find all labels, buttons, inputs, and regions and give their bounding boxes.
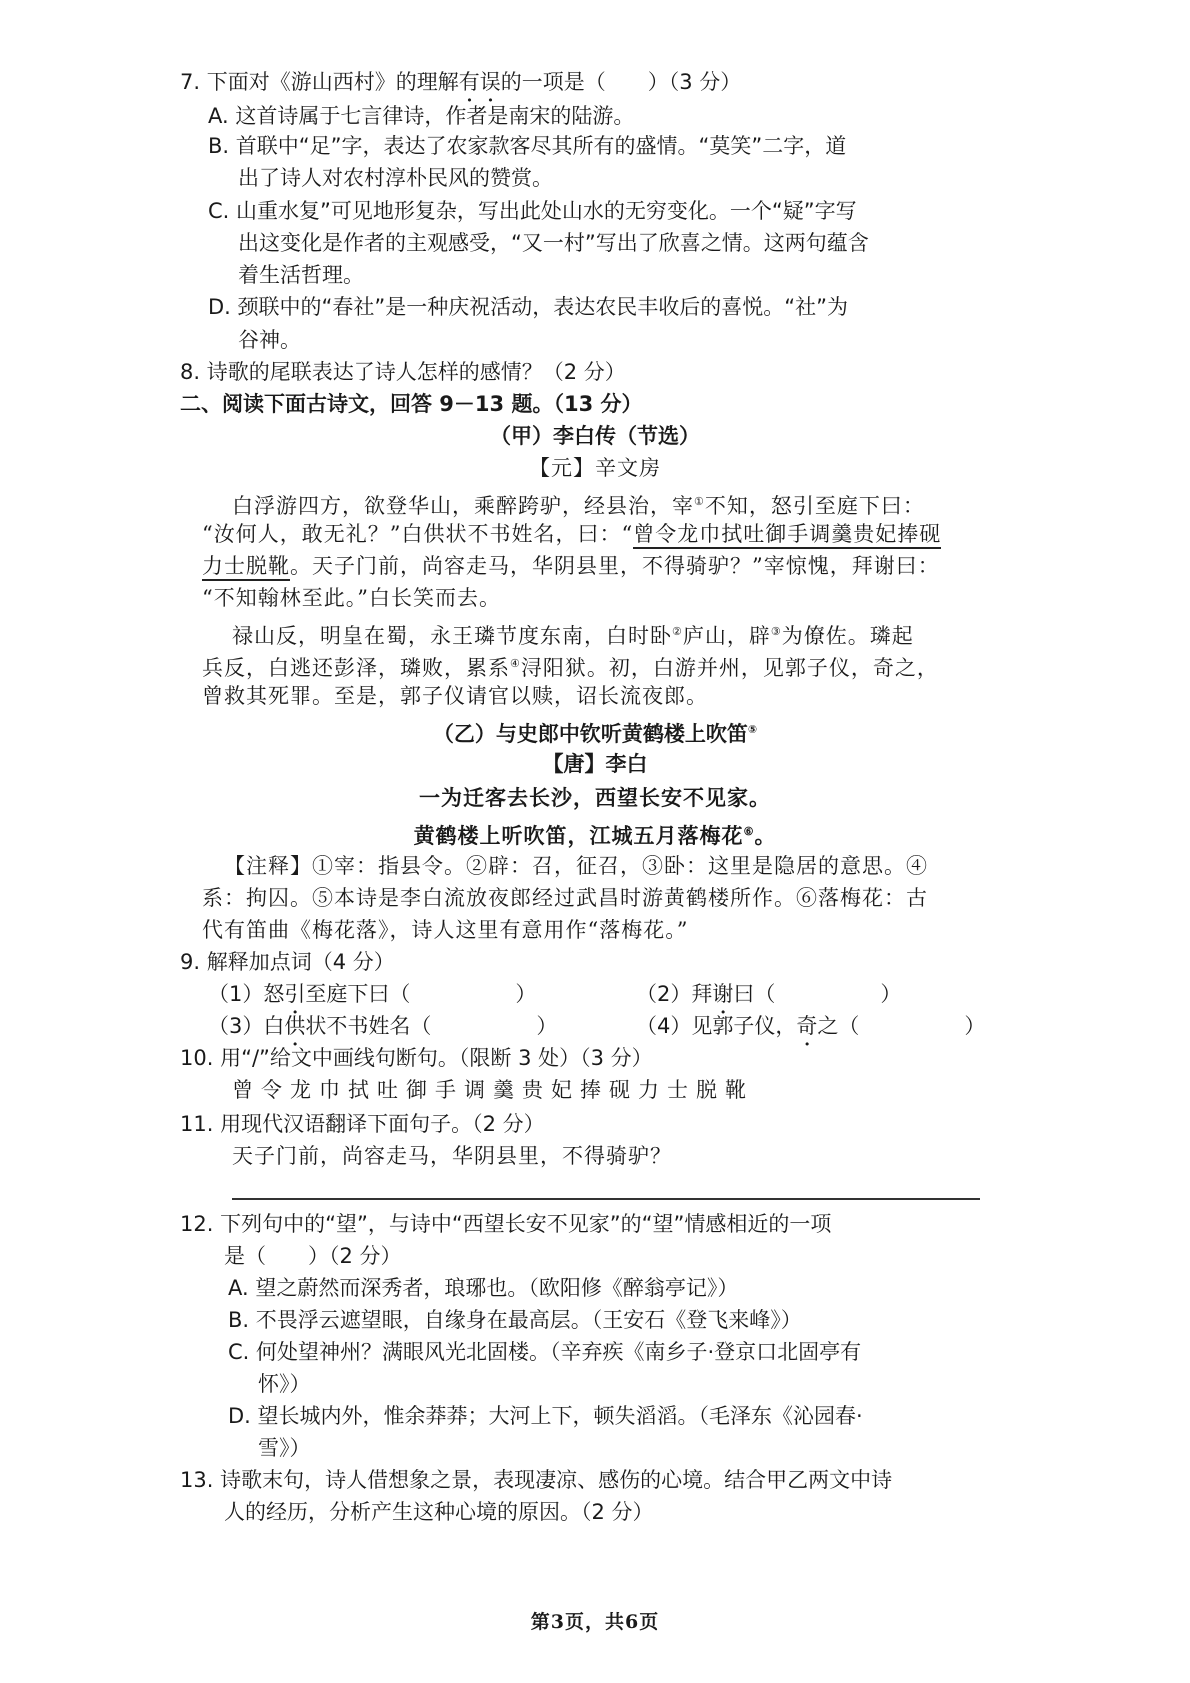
note-ref-4: ④ [510, 657, 521, 670]
page-number: 第3页，共6页 [530, 1611, 660, 1633]
q7-stem-text: 7. 下面对《游山西村》的理解 [180, 70, 459, 94]
text-jia-p2-line1-a: 禄山反，明皇在蜀，永王璘节度东南，白时卧 [232, 624, 672, 648]
q7-emphasis-word: 有误 [458, 70, 501, 94]
q7-option-b-line2: 出了诗人对农村淳朴民风的赞赏。 [238, 166, 553, 190]
q9-item-1-pre: （1）怒 [208, 982, 285, 1006]
poem-line-1: 一为迁客去长沙，西望长安不见家。 [419, 785, 771, 810]
q12-option-c-line2: 怀》） [258, 1372, 311, 1396]
q9-item-3-emphasis: 供 [284, 1014, 306, 1038]
q7-option-d-line2: 谷神。 [238, 328, 301, 352]
text-yi-author: 【唐】李白 [542, 752, 648, 776]
poem-line-2-end: 。 [754, 823, 777, 848]
notes-line2: 系：拘囚。⑤本诗是李白流放夜郎经过武昌时游黄鹤楼所作。⑥落梅花：古 [202, 886, 928, 910]
text-jia-p2-line2 [202, 650, 939, 682]
q11-stem: 11. 用现代汉语翻译下面句子。（2 分） [180, 1112, 545, 1136]
q13-stem-line1: 13. 诗歌末句，诗人借想象之景，表现凄凉、感伤的心境。结合甲乙两文中诗 [180, 1468, 893, 1492]
text-jia-title: （甲）李白传（节选） [490, 424, 700, 448]
q9-item-2-blank: 曰（ ） [733, 982, 902, 1006]
q12-option-a: A. 望之蔚然而深秀者，琅琊也。（欧阳修《醉翁亭记》） [228, 1276, 739, 1300]
q11-sentence: 天子门前，尚容走马，华阴县里，不得骑驴？ [232, 1144, 672, 1168]
text-jia-author: 【元】辛文房 [529, 456, 661, 480]
q9-item-4 [636, 1012, 985, 1051]
q7-stem-score: 的一项是（ ）（3 分） [500, 70, 742, 94]
q9-item-3-pre: （3）白 [208, 1014, 285, 1038]
note-ref-6: ⑥ [743, 825, 755, 838]
q9-item-2-emphasis: 谢 [712, 982, 734, 1006]
text-yi-title [0, 716, 1190, 748]
note-ref-5: ⑤ [747, 723, 758, 736]
q12-option-d-line2: 雪》） [258, 1436, 311, 1460]
text-jia-p2-line1-c: 为僚佐。璘起 [781, 624, 914, 648]
q8-stem: 8. 诗歌的尾联表达了诗人怎样的感情？（2 分） [180, 360, 626, 384]
q12-option-b: B. 不畏浮云遮望眼，自缘身在最高层。（王安石《登飞来峰》） [228, 1308, 802, 1332]
text-jia-p2-line2-b: 浔阳狱。初，白游并州，见郭子仪，奇之， [520, 656, 939, 680]
q9-item-1-blank: 至庭下曰（ ） [305, 982, 537, 1006]
text-jia-p1-line1-a: 白浮游四方，欲登华山，乘醉跨驴，经县治，宰 [232, 494, 694, 518]
text-jia-p1-line2-a: “汝何人，敢无礼？”白供状不书姓名，曰：“ [202, 522, 634, 546]
q9-item-3-blank: 状不书姓名（ ） [305, 1014, 558, 1038]
text-jia-p1-line3-b: 。天子门前，尚容走马，华阴县里，不得骑驴？”宰惊愧，拜谢曰： [290, 554, 940, 578]
text-jia-p1-line1 [232, 488, 925, 520]
q9-item-1-emphasis: 引 [284, 982, 306, 1006]
q12-option-c-line1: C. 何处望神州？满眼风光北固楼。（辛弃疾《南乡子·登京口北固亭有 [228, 1340, 862, 1364]
q10-sentence: 曾令龙巾拭吐御手调羹贵妃捧砚力士脱靴 [232, 1078, 754, 1102]
text-jia-p2-line1 [232, 618, 914, 650]
text-jia-p2-line1-b: 庐山，辟 [682, 624, 771, 648]
notes-line1: 【注释】①宰：指县令。②辟：召，征召，③卧：这里是隐居的意思。④ [224, 854, 928, 878]
q7-option-c-line1: C. 山重水复”可见地形复杂，写出此处山水的无穷变化。一个“疑”字写 [208, 199, 857, 223]
poem-line-2-text: 黄鹤楼上听吹笛，江城五月落梅花 [413, 823, 744, 848]
text-jia-p1-line2 [202, 520, 941, 548]
poem-line-2 [0, 818, 1190, 850]
text-jia-p2-line3: 曾救其死罪。至是，郭子仪请官以赎，诏长流夜郎。 [202, 684, 708, 708]
q7-option-a: A. 这首诗属于七言律诗，作者是南宋的陆游。 [208, 104, 635, 128]
q9-item-4-pre: （4）见郭子仪， [636, 1014, 797, 1038]
text-jia-p2-line2-a: 兵反，白逃还彭泽，璘败，累系 [202, 656, 510, 680]
text-jia-p1-line4: “不知翰林至此。”白长笑而去。 [202, 586, 501, 610]
q10-stem: 10. 用“/”给文中画线句断句。（限断 3 处）（3 分） [180, 1046, 653, 1070]
answer-line [232, 1198, 980, 1200]
underlined-sentence-part2: 力士脱靴 [202, 554, 290, 581]
underlined-sentence-part1: 曾令龙巾拭吐御手调羹贵妃捧砚 [633, 522, 941, 549]
q9-item-4-blank: 之（ ） [817, 1014, 986, 1038]
text-jia-p1-line1-b: 不知，怒引至庭下曰： [704, 494, 925, 518]
text-jia-p1-line3 [202, 552, 940, 580]
q9-item-4-emphasis: 奇 [796, 1014, 818, 1038]
q9-item-2-pre: （2）拜 [636, 982, 713, 1006]
q9-stem: 9. 解释加点词（4 分） [180, 950, 395, 974]
q7-option-c-line3: 着生活哲理。 [238, 263, 364, 287]
q7-option-c-line2: 出这变化是作者的主观感受，“又一村”写出了欣喜之情。这两句蕴含 [238, 231, 869, 255]
q13-stem-line2: 人的经历，分析产生这种心境的原因。（2 分） [224, 1500, 654, 1524]
q12-stem-line2: 是（ ）（2 分） [224, 1244, 402, 1268]
q12-option-d-line1: D. 望长城内外，惟余莽莽；大河上下，顿失滔滔。（毛泽东《沁园春· [228, 1404, 863, 1428]
note-ref-2: ② [672, 625, 683, 638]
notes-line3: 代有笛曲《梅花落》，诗人这里有意用作“落梅花。” [202, 918, 689, 942]
section-2-heading: 二、阅读下面古诗文，回答 9－13 题。（13 分） [180, 392, 643, 416]
note-ref-1: ① [694, 495, 705, 508]
text-yi-title-text: （乙）与史郎中钦听黄鹤楼上吹笛 [432, 722, 748, 746]
note-ref-3: ③ [770, 625, 782, 638]
q7-option-d-line1: D. 颈联中的“春社”是一种庆祝活动，表达农民丰收后的喜悦。“社”为 [208, 295, 849, 319]
q7-option-b-line1: B. 首联中“足”字，表达了农家款客尽其所有的盛情。“莫笑”二字，道 [208, 134, 847, 158]
q12-stem-line1: 12. 下列句中的“望”，与诗中“西望长安不见家”的“望”情感相近的一项 [180, 1212, 832, 1236]
